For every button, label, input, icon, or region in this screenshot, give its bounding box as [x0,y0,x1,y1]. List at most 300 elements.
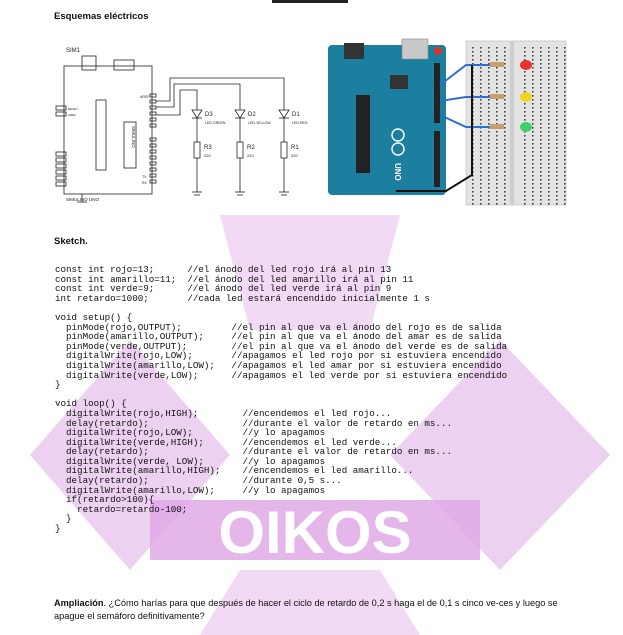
breadboard-hole [504,51,506,53]
breadboard-hole [496,203,498,205]
led-yellow [520,92,532,102]
breadboard-hole [524,155,526,157]
small-chip [390,75,408,89]
board-outline [64,66,152,194]
breadboard-hole [496,191,498,193]
breadboard-hole [524,167,526,169]
breadboard-hole [524,103,526,105]
breadboard-hole [496,151,498,153]
breadboard-hole [540,91,542,93]
breadboard-hole [496,131,498,133]
tx-label: TX [142,175,147,179]
breadboard-hole [532,151,534,153]
breadboard-hole [496,47,498,49]
d1-sub-label: LED-RED [292,121,308,125]
breadboard-hole [564,83,566,85]
breadboard-hole [496,171,498,173]
breadboard-hole [532,55,534,57]
breadboard-hole [480,163,482,165]
breadboard-hole [488,199,490,201]
breadboard-hole [480,151,482,153]
breadboard-hole [540,63,542,65]
breadboard-hole [556,103,558,105]
code-line: digitalWrite(amarillo,HIGH); //encendemos el led amarillo... [55,465,414,477]
breadboard-hole [548,67,550,69]
breadboard-hole [488,119,490,121]
breadboard-hole [548,147,550,149]
breadboard-hole [480,123,482,125]
breadboard-hole [504,91,506,93]
breadboard-hole [548,131,550,133]
breadboard-hole [504,103,506,105]
resistor-2 [490,94,504,99]
code-line: digitalWrite(verde, LOW); //y lo apagamos [55,455,326,467]
rx-label: RX [142,181,147,185]
breadboard-hole [532,67,534,69]
breadboard-hole [564,151,566,153]
breadboard-hole [480,195,482,197]
breadboard-hole [496,167,498,169]
breadboard-hole [556,59,558,61]
breadboard-hole [472,59,474,61]
r2-value: 220 [247,153,254,158]
breadboard-hole [564,127,566,129]
wire-yellow [156,84,240,110]
breadboard-hole [532,199,534,201]
breadboard-hole [564,111,566,113]
breadboard-hole [556,51,558,53]
code-line: if(retardo>100){ [55,494,155,506]
resistor-1 [490,62,504,67]
breadboard-hole [524,51,526,53]
breadboard-hole [504,115,506,117]
breadboard-hole [496,139,498,141]
breadboard-hole [556,179,558,181]
led-red [520,60,532,70]
breadboard-hole [504,67,506,69]
breadboard-hole [548,135,550,137]
r3-value: 220 [204,153,211,158]
breadboard-hole [556,63,558,65]
breadboard-hole [504,171,506,173]
breadboard-hole [564,63,566,65]
code-line: void loop() { [55,398,127,410]
led-green [520,122,532,132]
breadboard-hole [524,75,526,77]
breadboard-hole [564,55,566,57]
breadboard-hole [488,99,490,101]
breadboard-hole [488,183,490,185]
board-name-label: SIMULINO UNO [66,197,100,202]
breadboard-hole [488,55,490,57]
breadboard-hole [532,135,534,137]
breadboard-hole [488,79,490,81]
breadboard-hole [532,119,534,121]
breadboard-hole [540,67,542,69]
header-top [434,63,440,123]
code-line: } [55,379,61,391]
breadboard-hole [564,87,566,89]
breadboard-hole [488,147,490,149]
breadboard-hole [488,83,490,85]
breadboard-hole [488,115,490,117]
breadboard-hole [548,171,550,173]
breadboard-hole [488,47,490,49]
breadboard-hole [496,187,498,189]
breadboard-hole [532,99,534,101]
breadboard-hole [556,111,558,113]
breadboard-hole [540,95,542,97]
breadboard-hole [540,83,542,85]
breadboard-hole [488,159,490,161]
breadboard-hole [496,135,498,137]
breadboard-hole [548,123,550,125]
breadboard-hole [496,179,498,181]
breadboard-hole [480,55,482,57]
breadboard-hole [480,135,482,137]
code-line: void setup() { [55,311,133,323]
breadboard-hole [548,139,550,141]
breadboard-hole [496,91,498,93]
breadboard-hole [540,171,542,173]
breadboard-hole [488,179,490,181]
reset-button [434,47,442,55]
sim1-label: SIM1 [66,48,81,54]
breadboard-hole [488,163,490,165]
ampliacion-label: Ampliación [54,598,104,608]
breadboard-hole [540,143,542,145]
breadboard-hole [496,183,498,185]
breadboard-hole [480,119,482,121]
aref-left-label: AREF [68,113,77,117]
breadboard-hole [556,55,558,57]
breadboard-hole [556,151,558,153]
breadboard-hole [496,147,498,149]
breadboard-hole [480,91,482,93]
breadboard-hole [564,103,566,105]
breadboard-hole [472,47,474,49]
breadboard-hole [532,127,534,129]
breadboard-hole [504,83,506,85]
breadboard-hole [556,199,558,201]
breadboard-hole [556,127,558,129]
breadboard-hole [564,59,566,61]
breadboard-hole [488,103,490,105]
breadboard-hole [480,139,482,141]
breadboard-hole [548,95,550,97]
breadboard-hole [504,55,506,57]
breadboard-hole [496,143,498,145]
breadboard-hole [496,159,498,161]
breadboard-hole [504,75,506,77]
code-line: } [55,513,72,525]
breadboard-hole [504,143,506,145]
breadboard-hole [532,155,534,157]
breadboard-hole [548,191,550,193]
breadboard-hole [504,47,506,49]
breadboard-hole [532,139,534,141]
breadboard-hole [540,59,542,61]
breadboard-hole [564,179,566,181]
resistor-3 [490,124,504,129]
breadboard-hole [524,83,526,85]
breadboard-hole [564,163,566,165]
breadboard-hole [548,167,550,169]
breadboard-hole [480,83,482,85]
breadboard-hole [480,59,482,61]
breadboard-hole [540,147,542,149]
led-d1-symbol [279,110,289,142]
breadboard-hole [504,79,506,81]
breadboard-hole [556,175,558,177]
breadboard-hole [524,107,526,109]
breadboard-hole [532,183,534,185]
breadboard-hole [540,195,542,197]
power-jack [344,43,364,59]
mcu-chip [356,95,370,173]
breadboard-hole [504,163,506,165]
breadboard-hole [540,163,542,165]
breadboard-hole [564,107,566,109]
board-vertical-label: SIMULINO [131,126,136,148]
breadboard-hole [524,79,526,81]
breadboard-hole [480,103,482,105]
breadboard-hole [556,91,558,93]
breadboard-hole [480,143,482,145]
breadboard-hole [488,91,490,93]
breadboard-hole [488,71,490,73]
breadboard-hole [472,187,474,189]
breadboard-hole [504,187,506,189]
breadboard-hole [488,151,490,153]
breadboard-hole [504,111,506,113]
breadboard-hole [488,139,490,141]
d1-label: D1 [292,112,300,118]
breadboard-hole [540,159,542,161]
code-line: digitalWrite(rojo,LOW); //y lo apagamos [55,427,326,439]
breadboard-hole [488,59,490,61]
led-d3-symbol [192,110,202,142]
breadboard-hole [540,127,542,129]
breadboard-hole [548,175,550,177]
breadboard-hole [540,71,542,73]
breadboard-hole [480,179,482,181]
breadboard-hole [504,107,506,109]
code-line: digitalWrite(verde,LOW); //apagamos el led verde por si estuviera encendido [55,369,508,381]
section-heading: Esquemas eléctricos [54,11,149,22]
breadboard-hole [524,191,526,193]
breadboard-hole [532,187,534,189]
breadboard-hole [548,111,550,113]
breadboard-hole [488,203,490,205]
breadboard-hole [496,199,498,201]
breadboard-hole [540,123,542,125]
wire-green [156,90,197,115]
breadboard-hole [532,123,534,125]
breadboard-hole [556,167,558,169]
breadboard-hole [524,159,526,161]
breadboard-hole [540,103,542,105]
breadboard-hole [540,187,542,189]
code-line: pinMode(amarillo,OUTPUT); //el pin al que va el ánodo del amar es de salida [55,331,502,343]
breadboard-hole [504,159,506,161]
breadboard-hole [504,127,506,129]
code-line: digitalWrite(rojo,HIGH); //encendemos el led rojo... [55,407,392,419]
breadboard-hole [556,79,558,81]
code-line: digitalWrite(rojo,LOW); //apagamos el led rojo por si estuviera encendido [55,350,502,362]
breadboard-hole [556,183,558,185]
breadboard-hole [540,167,542,169]
breadboard-hole [564,155,566,157]
breadboard-hole [532,83,534,85]
reset-label: RESET [68,107,79,111]
breadboard-hole [480,155,482,157]
breadboard-hole [532,87,534,89]
breadboard-hole [480,107,482,109]
breadboard-hole [496,71,498,73]
breadboard-hole [488,167,490,169]
code-line: delay(retardo); //durante el valor de retardo en ms... [55,417,452,429]
breadboard-hole [504,147,506,149]
breadboard-hole [564,99,566,101]
right-pins [150,94,156,183]
breadboard-hole [532,111,534,113]
breadboard-hole [532,195,534,197]
breadboard-hole [564,51,566,53]
breadboard-hole [540,175,542,177]
breadboard-hole [556,159,558,161]
breadboard-hole [540,99,542,101]
breadboard-hole [548,79,550,81]
breadboard-hole [504,95,506,97]
breadboard-hole [524,175,526,177]
breadboard-hole [532,103,534,105]
breadboard-hole [548,115,550,117]
breadboard-hole [504,87,506,89]
breadboard-hole [556,119,558,121]
breadboard-hole [488,191,490,193]
breadboard-hole [532,203,534,205]
breadboard-hole [504,131,506,133]
breadboard-hole [540,199,542,201]
breadboard-hole [556,83,558,85]
breadboard-hole [496,107,498,109]
breadboard-hole [556,139,558,141]
breadboard-hole [564,143,566,145]
breadboard-hole [524,135,526,137]
breadboard-hole [480,115,482,117]
r1-value: 220 [291,153,298,158]
code-line: delay(retardo); //durante 0,5 s... [55,475,342,487]
breadboard-hole [480,71,482,73]
breadboard-hole [504,179,506,181]
breadboard-hole [532,163,534,165]
breadboard-hole [504,71,506,73]
left-pins [56,106,66,186]
code-line: digitalWrite(amarillo,LOW); //y lo apagamos [55,484,326,496]
breadboard-hole [488,87,490,89]
d2-sub-label: LED-YELLOW [248,121,271,125]
breadboard-hole [540,47,542,49]
breadboard-hole [488,123,490,125]
code-line: retardo=retardo-100; [55,503,188,515]
breadboard-hole [532,75,534,77]
code-line: digitalWrite(amarillo,LOW); //apagamos el led amar por si estuviera encendido [55,359,502,371]
breadboard-hole [472,203,474,205]
breadboard-hole [532,115,534,117]
breadboard-hole [496,119,498,121]
breadboard-hole [532,143,534,145]
watermark-text: OIKOS [218,499,412,566]
breadboard-hole [496,87,498,89]
resistor-r1 [281,142,287,158]
breadboard-hole [564,95,566,97]
breadboard-hole [504,175,506,177]
breadboard-hole [504,183,506,185]
breadboard-hole [472,199,474,201]
breadboard-hole [480,175,482,177]
breadboard-hole [472,51,474,53]
breadboard-hole [548,99,550,101]
breadboard-hole [556,107,558,109]
breadboard-hole [488,195,490,197]
resistor-r2 [237,142,243,158]
breadboard-hole [548,71,550,73]
breadboard-hole [540,51,542,53]
breadboard-hole [532,107,534,109]
breadboard-hole [548,151,550,153]
breadboard-hole [480,111,482,113]
led-d2-symbol [235,110,245,142]
breadboard-hole [488,75,490,77]
breadboard-hole [488,111,490,113]
breadboard-hole [496,83,498,85]
breadboard-hole [556,87,558,89]
breadboard-hole [540,139,542,141]
breadboard-hole [564,159,566,161]
breadboard-hole [548,119,550,121]
breadboard-hole [564,139,566,141]
code-line: pinMode(rojo,OUTPUT); //el pin al que va el ánodo del rojo es de salida [55,321,502,333]
breadboard-hole [548,195,550,197]
breadboard-hole [504,155,506,157]
breadboard-hole [496,99,498,101]
breadboard-hole [524,163,526,165]
breadboard-hole [532,191,534,193]
breadboard-hole [524,47,526,49]
breadboard-hole [480,75,482,77]
breadboard-hole [548,143,550,145]
breadboard-hole [504,119,506,121]
breadboard-hole [540,111,542,113]
breadboard-hole [564,187,566,189]
breadboard-hole [480,159,482,161]
resistor-r3 [194,142,200,158]
breadboard-hole [556,99,558,101]
breadboard-hole [540,191,542,193]
breadboard-hole [524,183,526,185]
breadboard-hole [480,99,482,101]
breadboard-hole [524,139,526,141]
breadboard-hole [488,187,490,189]
breadboard-hole [556,71,558,73]
breadboard-hole [480,199,482,201]
breadboard-hole [564,115,566,117]
breadboard-hole [564,75,566,77]
breadboard-hole [548,163,550,165]
code-line: const int amarillo=11; //el ánodo del led amarillo irá al pin 11 [55,273,414,285]
breadboard-hole [524,119,526,121]
